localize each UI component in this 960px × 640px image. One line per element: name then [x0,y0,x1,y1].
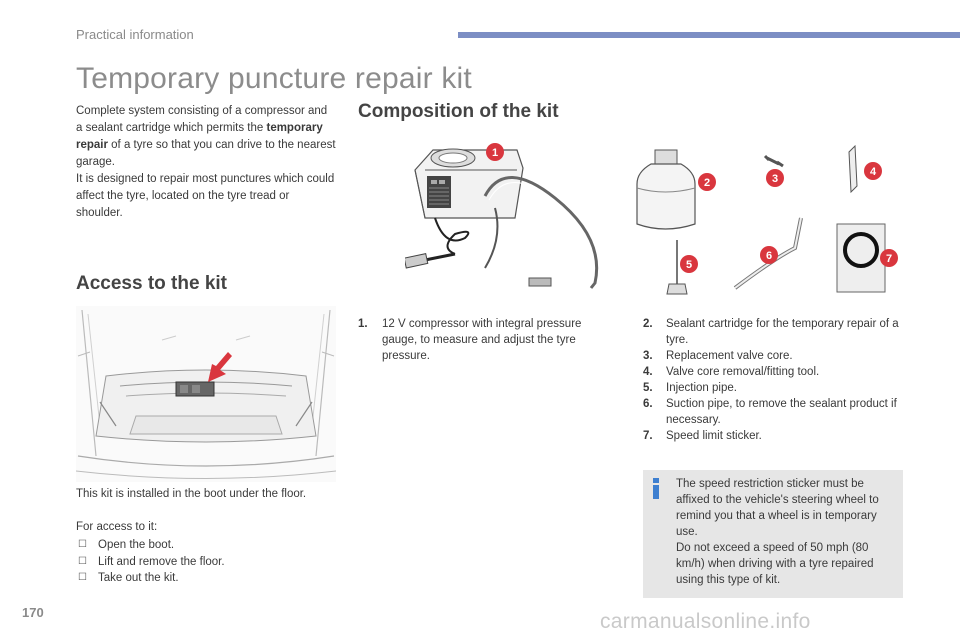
page-number: 170 [22,605,44,620]
section-label: Practical information [76,27,194,42]
info-line2: Do not exceed a speed of 50 mph (80 km/h) when driving with a tyre repaired using this type of kit. [676,542,874,586]
checkbox-bullet-icon: ☐ [78,555,87,567]
svg-text:6: 6 [765,250,773,262]
svg-text:1: 1 [491,147,499,159]
svg-text:5: 5 [685,259,693,271]
list-item: 4. Valve core removal/fitting tool. [643,366,820,378]
list-item: 3. Replacement valve core. [643,350,793,362]
callout-1 [486,143,504,161]
access-step: ☐ Take out the kit. [76,570,225,587]
item-1 [358,316,608,364]
access-steps [76,537,225,587]
info-icon [648,476,664,500]
info-line1: The speed restriction sticker must be affixed to the vehicle's steering wheel to remind you that a wheel is in temporary use. [676,478,879,538]
list-item: 6. Suction pipe, to remove the sealant product if necessary. [643,398,897,426]
intro-bold: temporary repair [76,122,323,151]
info-text [676,476,898,588]
callout-5 [680,255,698,273]
compressor-image [405,149,597,288]
access-intro: For access to it: [76,521,158,533]
svg-text:2: 2 [703,177,711,189]
callout-6 [760,246,778,264]
list-item: 7. Speed limit sticker. [643,430,762,442]
watermark: carmanualsonline.info [600,610,811,633]
svg-text:7: 7 [885,253,893,265]
checkbox-bullet-icon: ☐ [78,572,87,583]
sealant-cartridge-image [637,150,695,229]
page-title: Temporary puncture repair kit [76,62,472,95]
composition-heading: Composition of the kit [358,101,559,122]
boot-illustration [76,306,336,482]
kit-illustration [405,138,905,300]
intro-text-before: Complete system consisting of a compressor and a sealant cartridge which permits the [76,105,328,134]
intro-line2: It is designed to repair most punctures which could affect the tyre, located on the tyre tread or shoulder. [76,173,335,219]
callout-3 [766,169,784,187]
access-heading: Access to the kit [76,273,227,294]
speed-limit-sticker-image [837,224,885,292]
list-item: 2. Sealant cartridge for the temporary repair of a tyre. [643,318,899,346]
list-item: 5. Injection pipe. [643,382,737,394]
composition-items [643,316,908,444]
svg-text:3: 3 [771,173,779,185]
access-step: ☐ Open the boot. [76,537,225,554]
item-text: 12 V compressor with integral pressure gauge, to measure and adjust the tyre pressure. [382,318,582,362]
installed-text: This kit is installed in the boot under the floor. [76,488,307,500]
callout-4 [864,162,882,180]
callout-2 [698,173,716,191]
intro-text-after: of a tyre so that you can drive to the nearest garage. [76,139,336,168]
intro-paragraph [76,103,336,222]
callout-7 [880,249,898,267]
item-number: 1. [358,318,368,330]
header-accent-bar [458,32,960,38]
svg-text:4: 4 [869,166,877,178]
checkbox-bullet-icon: ☐ [78,539,87,550]
access-step: ☐ Lift and remove the floor. [76,554,225,571]
